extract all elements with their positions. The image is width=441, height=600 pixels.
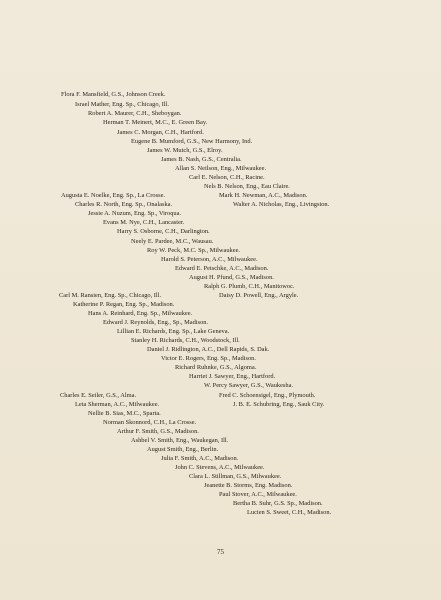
roster-line: Eugene B. Mumford, G.S., New Harmony, Ind.: [131, 138, 253, 145]
roster-line: Paul Stover, A.C., Milwaukee.: [219, 491, 297, 498]
roster-line: Julia F. Smith, A.C., Madison.: [161, 455, 239, 462]
roster-line: Norman Skonnord, C.H., La Crosse.: [103, 419, 197, 426]
roster-line: Harry S. Osborne, C.H., Darlington.: [117, 228, 210, 235]
roster-line: Katherine P. Regan, Eng. Sp., Madison.: [73, 301, 175, 308]
roster-line: Daniel J. Ridlington, A.C., Dell Rapids, S. Dak.: [147, 346, 270, 353]
roster-line: Fred C. Schoensigel, Eng., Plymouth.: [219, 392, 316, 399]
roster-line: James B. Nash, G.S., Centralia.: [161, 156, 242, 163]
roster-line: Richard Ruhnke, G.S., Algoma.: [175, 364, 257, 371]
roster-line: Allan S. Neilson, Eng., Milwaukee.: [175, 165, 267, 172]
roster-line: Hans A. Reinhard, Eng. Sp., Milwaukee.: [88, 310, 193, 317]
roster-line: Victor E. Rogers, Eng. Sp., Madison.: [161, 355, 256, 362]
roster-line: W. Percy Sawyer, G.S., Waukesha.: [204, 382, 294, 389]
roster-line: Evans M. Nye, C.H., Lancaster.: [103, 219, 185, 226]
roster-line: Harriet J. Sawyer, Eng., Hartford.: [189, 373, 276, 380]
roster-line: J. B. E. Schubring, Eng., Sauk City.: [233, 401, 325, 408]
roster-line: Israel Mather, Eng. Sp., Chicago, Ill.: [75, 101, 169, 108]
roster-line: Augusta E. Noelke, Eng. Sp., La Crosse.: [61, 192, 166, 199]
roster-line: Mark H. Newman, A.C., Madison.: [219, 192, 308, 199]
roster-line: Lillian E. Richards, Eng. Sp., Lake Geneva.: [117, 328, 230, 335]
roster-line: Jessie A. Nuzum, Eng. Sp., Viroqua.: [88, 210, 182, 217]
roster-line: Robert A. Maurer, C.H., Sheboygan.: [88, 110, 182, 117]
roster-line: Leta Sherman, A.C., Milwaukee.: [75, 401, 160, 408]
roster-line: Nels B. Nelson, Eng., Eau Claire.: [204, 183, 290, 190]
roster-line: Roy W. Peck, M.C. Sp., Milwaukee.: [147, 247, 241, 254]
roster-line: Daisy D. Powell, Eng., Argyle.: [219, 292, 299, 299]
roster-line: Walter A. Nicholas, Eng., Livingston.: [233, 201, 330, 208]
roster-line: August Smith, Eng., Berlin.: [147, 446, 219, 453]
roster-line: Bertha B. Suhr, G.S. Sp., Madison.: [233, 500, 323, 507]
roster-line: James W. Mutch, G.S., Elroy.: [147, 147, 223, 154]
roster-line: Ralph G. Plumb, C.H., Manitowoc.: [204, 283, 295, 290]
roster-line: Flora F. Mansfield, G.S., Johnson Creek.: [61, 91, 166, 98]
roster-line: Carl M. Ransien, Eng. Sp., Chicago, Ill.: [59, 292, 162, 299]
roster-line: Clara L. Stillman, G.S., Milwaukee.: [189, 473, 282, 480]
roster-line: Arthur F. Smith, G.S., Madison.: [117, 428, 199, 435]
roster-line: Jeanette B. Storms, Eng. Madison.: [204, 482, 293, 489]
roster-line: Nellie B. Sias, M.C., Sparta.: [88, 410, 161, 417]
roster-line: Harold S. Peterson, A.C., Milwaukee.: [161, 256, 258, 263]
roster-line: Charles R. North, Eng. Sp., Onalaska.: [75, 201, 173, 208]
roster-line: Lucien S. Sweet, C.H., Madison.: [247, 509, 332, 516]
roster-line: Charles E. Seiler, G.S., Alma.: [60, 392, 137, 399]
roster-line: Neely E. Pardee, M.C., Wausau.: [131, 238, 214, 245]
roster-line: Stanley H. Richards, C.H., Woodstock, Ill.: [131, 337, 240, 344]
roster-line: August H. Pfund, G.S., Madison.: [189, 274, 274, 281]
roster-line: Edward E. Petschke, A.C., Madison.: [175, 265, 269, 272]
roster-line: John C. Stevens, A.C., Milwaukee.: [175, 464, 265, 471]
page-number: 75: [217, 548, 224, 556]
roster-line: Edward J. Reynolds, Eng., Sp., Madison.: [103, 319, 209, 326]
roster-line: James C. Morgan, C.H., Hartford.: [117, 129, 204, 136]
roster-line: Carl E. Nelson, C.H., Racine.: [189, 174, 265, 181]
roster-line: Ashbel V. Smith, Eng., Waukegan, Ill.: [131, 437, 229, 444]
roster-line: Herman T. Meinert, M.C., E. Green Bay.: [103, 119, 208, 126]
